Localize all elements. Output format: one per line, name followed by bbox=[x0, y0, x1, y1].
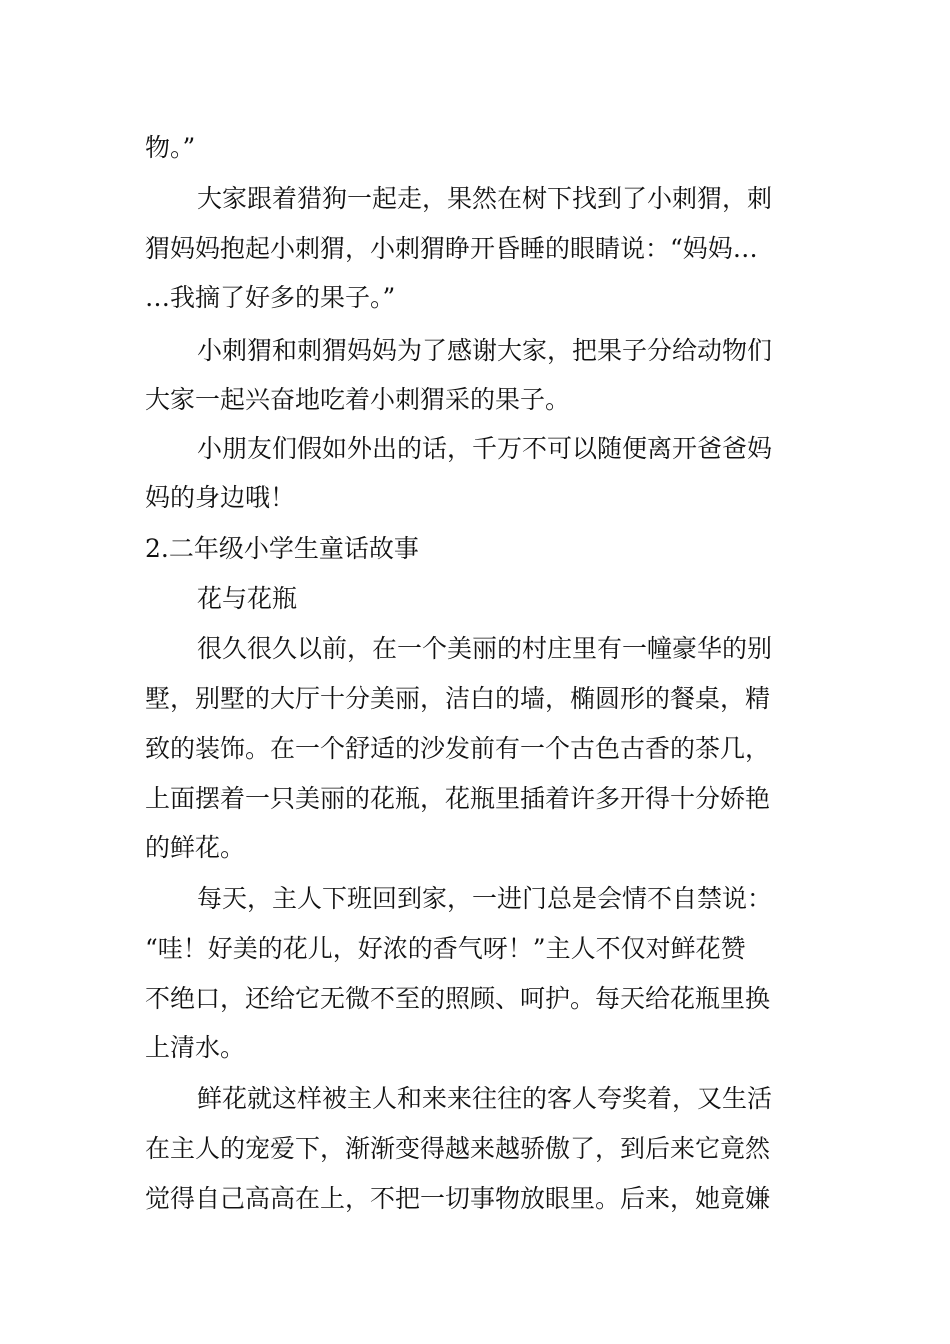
text-line: 上面摆着一只美丽的花瓶，花瓶里插着许多开得十分娇艳 bbox=[145, 784, 771, 813]
text-line: 觉得自己高高在上，不把一切事物放眼里。后来，她竟嫌 bbox=[145, 1184, 771, 1213]
text-line: …我摘了好多的果子。” bbox=[145, 283, 396, 312]
paragraph-start-line: 小朋友们假如外出的话，千万不可以随便离开爸爸妈 bbox=[197, 434, 773, 463]
paragraph-start-line: 每天，主人下班回到家，一进门总是会情不自禁说： bbox=[197, 884, 773, 913]
text-line: “哇！好美的花儿，好浓的香气呀！”主人不仅对鲜花赞 bbox=[145, 934, 746, 963]
text-line: 大家一起兴奋地吃着小刺猬采的果子。 bbox=[145, 385, 571, 414]
text-line: 不绝口，还给它无微不至的照顾、呵护。每天给花瓶里换 bbox=[145, 984, 771, 1013]
text-line: 在主人的宠爱下，渐渐变得越来越骄傲了，到后来它竟然 bbox=[145, 1134, 771, 1163]
paragraph-start-line: 大家跟着猎狗一起走，果然在树下找到了小刺猬，刺 bbox=[197, 184, 773, 213]
section-heading: 2.二年级小学生童话故事 bbox=[145, 534, 419, 563]
text-line: 物。” bbox=[145, 133, 196, 162]
text-line: 妈的身边哦！ bbox=[145, 483, 296, 512]
paragraph-start-line: 很久很久以前，在一个美丽的村庄里有一幢豪华的别 bbox=[197, 634, 773, 663]
story-title: 花与花瓶 bbox=[197, 584, 298, 613]
text-line: 的鲜花。 bbox=[145, 833, 246, 862]
text-line: 上清水。 bbox=[145, 1033, 246, 1062]
text-line: 墅，别墅的大厅十分美丽，洁白的墙，椭圆形的餐桌，精 bbox=[145, 684, 771, 713]
paragraph-start-line: 小刺猬和刺猬妈妈为了感谢大家，把果子分给动物们 bbox=[197, 336, 773, 365]
text-line: 猬妈妈抱起小刺猬，小刺猬睁开昏睡的眼睛说：“妈妈… bbox=[145, 234, 758, 263]
paragraph-start-line: 鲜花就这样被主人和来来往往的客人夸奖着，又生活 bbox=[197, 1084, 773, 1113]
text-line: 致的装饰。在一个舒适的沙发前有一个古色古香的茶几， bbox=[145, 734, 771, 763]
